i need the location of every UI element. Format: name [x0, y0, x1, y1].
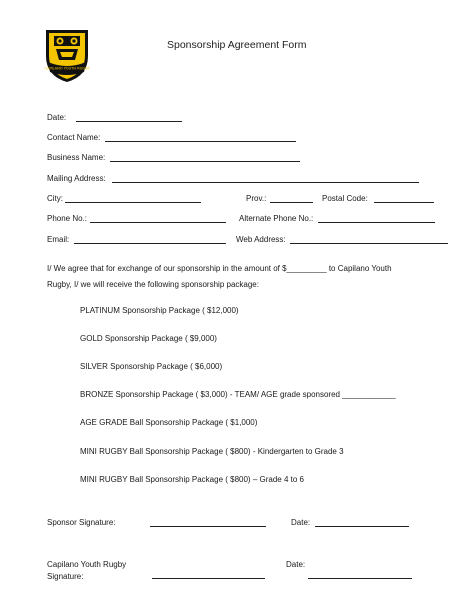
package-mini-k3[interactable]: MINI RUGBY Ball Sponsorship Package ( $800) - Kindergarten to Grade 3	[80, 447, 344, 456]
sponsor-signature-label: Sponsor Signature:	[47, 518, 116, 527]
date-label: Date:	[47, 113, 67, 122]
package-silver[interactable]: SILVER Sponsorship Package ( $6,000)	[80, 362, 223, 371]
package-gold[interactable]: GOLD Sponsorship Package ( $9,000)	[80, 334, 217, 343]
web-address-label: Web Address:	[236, 235, 286, 244]
web-address-field[interactable]	[290, 243, 448, 244]
capilano-signature-field[interactable]	[152, 578, 265, 579]
prov-field[interactable]	[270, 202, 313, 203]
amount-field[interactable]: $_________	[282, 264, 327, 273]
mailing-address-label: Mailing Address:	[47, 174, 106, 183]
logo-text: CAPILANO YOUTH RUGBY	[44, 66, 90, 71]
agreement-line-1: I/ We agree that for exchange of our sponsorship in the amount of $_________ to Capilano Youth	[47, 264, 392, 273]
city-field[interactable]	[65, 202, 201, 203]
business-name-label: Business Name:	[47, 153, 106, 162]
sponsor-signature-field[interactable]	[150, 526, 266, 527]
prov-label: Prov.:	[246, 194, 267, 203]
sponsor-date-field[interactable]	[315, 526, 409, 527]
package-age-grade[interactable]: AGE GRADE Ball Sponsorship Package ( $1,000)	[80, 418, 258, 427]
business-name-field[interactable]	[110, 161, 300, 162]
package-platinum[interactable]: PLATINUM Sponsorship Package ( $12,000)	[80, 306, 239, 315]
phone-field[interactable]	[90, 222, 226, 223]
phone-label: Phone No.:	[47, 214, 88, 223]
alt-phone-label: Alternate Phone No.:	[239, 214, 314, 223]
package-bronze[interactable]: BRONZE Sponsorship Package ( $3,000) - TEAM/ AGE grade sponsored ____________	[80, 390, 396, 399]
postal-code-field[interactable]	[374, 202, 434, 203]
contact-name-field[interactable]	[105, 141, 296, 142]
package-mini-4-6[interactable]: MINI RUGBY Ball Sponsorship Package ( $800) – Grade 4 to 6	[80, 475, 304, 484]
email-label: Email:	[47, 235, 70, 244]
date-field[interactable]	[76, 121, 182, 122]
capilano-signature-label-2: Signature:	[47, 572, 84, 581]
postal-code-label: Postal Code:	[322, 194, 368, 203]
mailing-address-field[interactable]	[112, 182, 419, 183]
contact-name-label: Contact Name:	[47, 133, 101, 142]
city-label: City:	[47, 194, 63, 203]
capilano-date-label: Date:	[286, 560, 306, 569]
club-logo	[40, 26, 94, 84]
page-title: Sponsorship Agreement Form	[167, 39, 307, 51]
alt-phone-field[interactable]	[318, 222, 435, 223]
sponsor-date-label: Date:	[291, 518, 311, 527]
capilano-signature-label-1: Capilano Youth Rugby	[47, 560, 127, 569]
agreement-line-2: Rugby, I/ we will receive the following sponsorship package:	[47, 280, 259, 289]
email-field[interactable]	[74, 243, 226, 244]
capilano-date-field[interactable]	[308, 578, 412, 579]
